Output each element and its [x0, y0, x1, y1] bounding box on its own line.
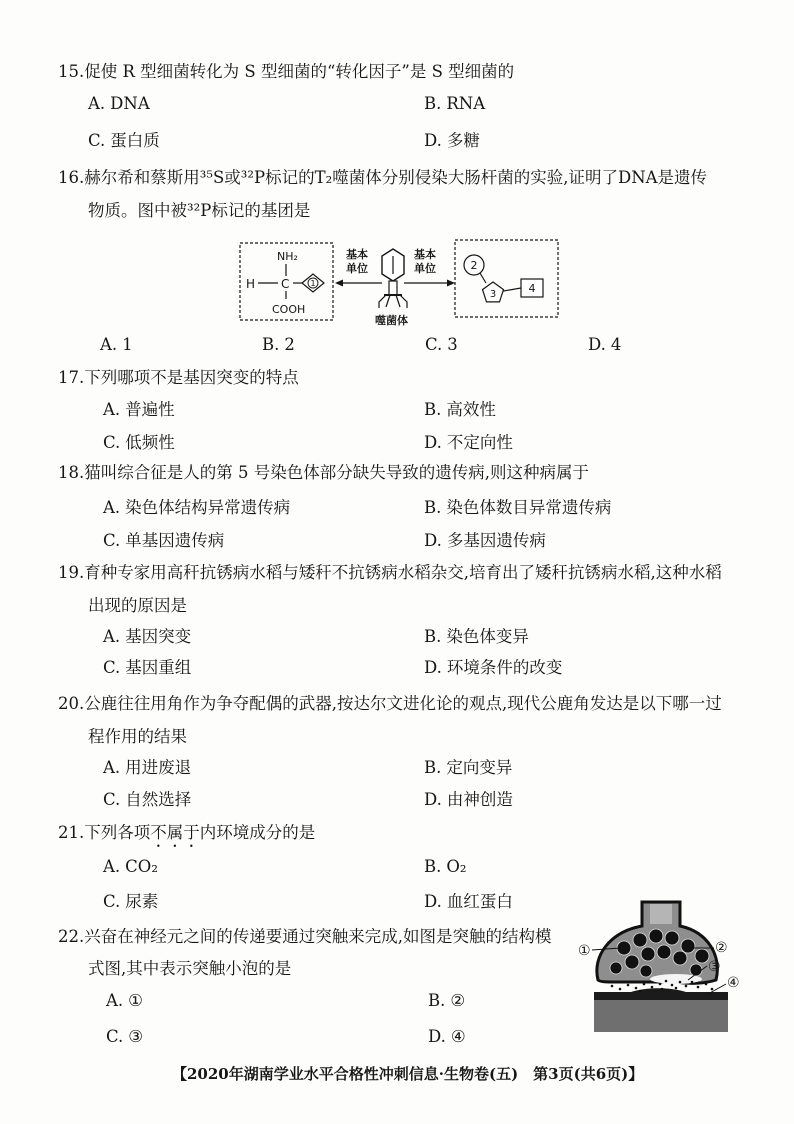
circle-label: 2 [470, 259, 478, 272]
question-stem-text: 猫叫综合征是人的第 5 号染色体部分缺失导致的遗传病,则这种病属于 [84, 463, 589, 482]
q21-option-d [424, 891, 513, 913]
q19-stem-line2: 出现的原因是 [88, 596, 187, 615]
arrow-label-left-2: 单位 [346, 262, 368, 275]
q19-stem [58, 562, 722, 584]
q21-option-b [424, 856, 467, 878]
question-number: 20. [58, 694, 85, 713]
q21-option-a [103, 856, 158, 878]
option-label: A. [106, 991, 124, 1010]
q18-option-d [424, 530, 546, 552]
option-text: 染色体结构异常遗传病 [125, 498, 291, 517]
question-stem-text: 下列哪项不是基因突变的特点 [84, 368, 299, 387]
option-label: C. [103, 658, 121, 677]
pentagon-label: 3 [489, 289, 497, 300]
option-label: C. [88, 131, 106, 150]
q16-stem-line2: 物质。图中被³²P标记的基团是 [88, 201, 311, 220]
question-number: 21. [58, 823, 85, 842]
option-text: 低频性 [125, 433, 175, 452]
q22-stem-line2: 式图,其中表示突触小泡的是 [88, 959, 292, 978]
option-label: D. [424, 131, 442, 150]
option-label: C. [103, 433, 121, 452]
h-atom-label: H [246, 277, 256, 291]
question-number: 18. [58, 463, 85, 482]
synapse-label-4: ④ [727, 975, 740, 991]
option-label: A. [103, 758, 121, 777]
option-label: C. [103, 790, 121, 809]
option-text: 由神创造 [446, 790, 513, 809]
question-stem-text: 育种专家用高秆抗锈病水稻与矮秆不抗锈病水稻杂交,培育出了矮秆抗锈病水稻,这种水稻 [84, 563, 722, 582]
synaptic-vesicle [640, 965, 652, 977]
phage-tail-fiber [400, 295, 407, 308]
synaptic-vesicle [673, 951, 687, 965]
q22-option-c [106, 1026, 143, 1048]
c-atom-label: C [281, 277, 290, 291]
q20-option-a [103, 757, 191, 779]
arrow-label-left-1: 基本 [346, 248, 368, 261]
q16-option-a [100, 334, 133, 356]
option-text: 多基因遗传病 [446, 531, 546, 550]
option-label: A. [103, 857, 121, 876]
q19-option-a [103, 626, 191, 648]
q18-option-b [424, 497, 611, 519]
option-label: B. [424, 758, 442, 777]
q19-option-b [424, 626, 529, 648]
option-text: ① [128, 991, 143, 1010]
q17-stem [58, 367, 299, 389]
cooh-label: COOH [272, 303, 306, 316]
q22-option-d [428, 1026, 466, 1048]
phage-label: 噬菌体 [375, 314, 408, 327]
q20-option-d [424, 789, 513, 811]
option-label: A. [88, 94, 106, 113]
option-text: 高效性 [446, 400, 496, 419]
option-label: C. [103, 892, 121, 911]
q21-stem [58, 822, 315, 851]
option-text: 1 [122, 335, 133, 354]
arrow-label-right-2: 单位 [414, 262, 436, 275]
q15-option-a [88, 93, 150, 115]
option-label: D. [424, 658, 442, 677]
option-label: A. [103, 400, 121, 419]
synapse-label-2: ② [715, 940, 728, 956]
synaptic-vesicle [695, 949, 709, 963]
option-label: B. [262, 335, 280, 354]
option-text: 用进废退 [125, 758, 192, 777]
q20-option-b [424, 757, 512, 779]
synapse-label-1: ① [578, 943, 591, 959]
option-text: ③ [128, 1027, 144, 1046]
q21-option-c [103, 891, 158, 913]
q20-stem [58, 693, 722, 715]
option-text: 基因突变 [125, 627, 192, 646]
option-text: 2 [284, 335, 295, 354]
postsynaptic-membrane [594, 988, 728, 1000]
q16-option-d [588, 334, 621, 356]
synaptic-vesicle [625, 955, 639, 969]
option-label: C. [106, 1027, 124, 1046]
option-label: A. [103, 627, 121, 646]
option-text: 血红蛋白 [446, 892, 513, 911]
axon-stem-core [650, 904, 672, 924]
q15-stem [58, 61, 514, 83]
question-number: 16. [58, 168, 85, 187]
q16-stem [58, 167, 707, 189]
q15-option-c [88, 130, 160, 152]
page-footer: 【2020年湖南学业水平合格性冲刺信息·生物卷(五) 第3页(共6页)】 [172, 1065, 644, 1083]
phage-tail [389, 281, 397, 295]
synaptic-vesicle [649, 929, 663, 943]
option-label: B. [424, 627, 442, 646]
q17-option-b [424, 399, 496, 421]
q17-option-d [424, 432, 513, 454]
option-label: D. [424, 892, 442, 911]
synaptic-vesicle [681, 939, 695, 953]
option-text: 4 [610, 335, 622, 354]
q18-option-a [103, 497, 290, 519]
question-number: 15. [58, 62, 85, 81]
q16-option-c [425, 334, 458, 356]
option-label: B. [428, 991, 446, 1010]
q17-option-a [103, 399, 175, 421]
arrowhead-left [335, 280, 343, 287]
option-text: 染色体变异 [446, 627, 529, 646]
q22-stem [58, 926, 552, 948]
option-text: ④ [450, 1027, 466, 1046]
option-label: B. [424, 498, 442, 517]
synaptic-vesicle [633, 933, 647, 947]
nh2-label: NH₂ [277, 250, 298, 263]
q15-option-b [424, 93, 485, 115]
question-number: 17. [58, 368, 85, 387]
synapse-label-3: ③ [708, 959, 721, 975]
option-text: 尿素 [125, 892, 159, 911]
question-number: 22. [58, 927, 85, 946]
r-group-label: 1 [310, 279, 316, 288]
q15-option-d [424, 130, 480, 152]
square-label: 4 [528, 282, 536, 295]
option-label: D. [588, 335, 606, 354]
synaptic-vesicle [657, 945, 671, 959]
q22-option-a [106, 990, 143, 1012]
arrow-label-right-1: 基本 [414, 248, 436, 261]
q20-option-c [103, 789, 191, 811]
q16-diagram [236, 236, 566, 332]
q17-option-c [103, 432, 175, 454]
option-label: D. [424, 790, 442, 809]
phage-tail-fiber [379, 295, 386, 308]
option-label: B. [424, 857, 442, 876]
q19-option-d [424, 657, 562, 679]
q16-option-b [262, 334, 295, 356]
option-text: 不定向性 [446, 433, 513, 452]
option-text: CO₂ [125, 857, 158, 876]
option-text: 环境条件的改变 [446, 658, 563, 677]
option-text: DNA [110, 94, 150, 113]
synaptic-vesicle [610, 962, 622, 974]
question-stem-text: 内环境成分的是 [199, 823, 316, 842]
postsynaptic-cell [594, 998, 728, 1032]
arrowhead-right [447, 280, 455, 287]
q20-stem-line2: 程作用的结果 [88, 727, 187, 746]
synaptic-vesicle [665, 931, 679, 945]
option-text: ② [450, 991, 466, 1010]
question-stem-text: 公鹿往往用角作为争夺配偶的武器,按达尔文进化论的观点,现代公鹿角发达是以下哪一过 [84, 694, 722, 713]
option-text: RNA [446, 94, 486, 113]
question-number: 19. [58, 563, 85, 582]
option-text: O₂ [446, 857, 467, 876]
option-label: D. [428, 1027, 446, 1046]
option-text: 定向变异 [446, 758, 513, 777]
question-stem-text: 下列各项 [84, 823, 151, 842]
option-label: A. [103, 498, 121, 517]
option-label: D. [424, 433, 442, 452]
option-text: 染色体数目异常遗传病 [446, 498, 612, 517]
option-label: C. [103, 531, 121, 550]
option-text: 单基因遗传病 [125, 531, 225, 550]
option-label: C. [425, 335, 443, 354]
option-label: B. [424, 400, 442, 419]
question-stem-text: 兴奋在神经元之间的传递要通过突触来完成,如图是突触的结构模 [84, 927, 552, 946]
option-label: A. [100, 335, 118, 354]
option-label: B. [424, 94, 442, 113]
q18-option-c [103, 530, 224, 552]
synaptic-vesicle [641, 947, 655, 961]
question-stem-text: 赫尔希和蔡斯用³⁵S或³²P标记的T₂噬菌体分别侵染大肠杆菌的实验,证明了DNA是遗传 [84, 168, 708, 187]
option-text: 多糖 [446, 131, 480, 150]
q22-option-b [428, 990, 465, 1012]
q18-stem [58, 462, 589, 484]
option-text: 蛋白质 [110, 131, 160, 150]
q19-option-c [103, 657, 191, 679]
option-text: 3 [447, 335, 458, 354]
question-stem-text: 促使 R 型细菌转化为 S 型细菌的“转化因子”是 S 型细菌的 [84, 62, 515, 81]
option-text: 自然选择 [125, 790, 192, 809]
synapse-diagram [576, 896, 746, 1036]
option-text: 基因重组 [125, 658, 192, 677]
emphasized-text: 不属于 [150, 823, 200, 842]
option-text: 普遍性 [125, 400, 175, 419]
option-label: D. [424, 531, 442, 550]
